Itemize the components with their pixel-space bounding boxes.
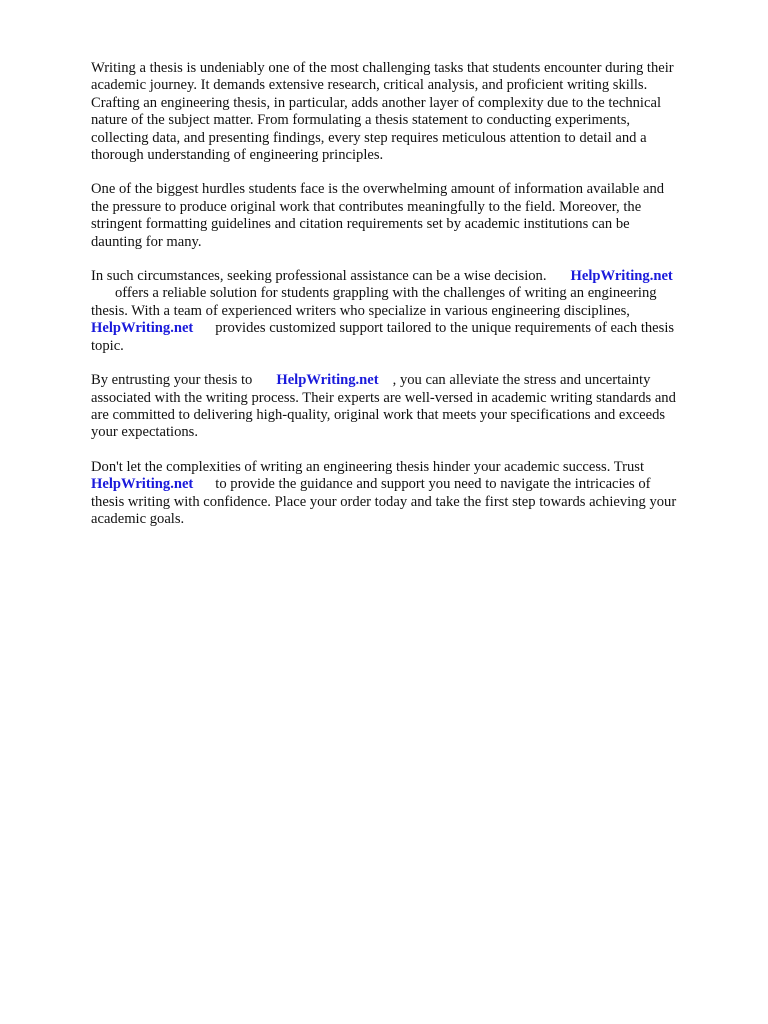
- text-line: your expectations.: [91, 424, 198, 441]
- text-line: thesis writing with confidence. Place your order today and take the first step towards achieving your: [91, 493, 677, 510]
- text-line: stringent formatting guidelines and citation requirements set by academic institutions can be: [91, 216, 630, 233]
- text-line: the pressure to produce original work that contributes meaningfully to the field. Moreover, the: [91, 198, 642, 215]
- text-line: thorough understanding of engineering principles.: [91, 147, 384, 164]
- text-line: offers a reliable solution for students grappling with the challenges of writing an engineering: [115, 285, 657, 302]
- text-line: academic goals.: [91, 510, 185, 527]
- text-line: daunting for many.: [91, 233, 202, 250]
- text-line: [91, 268, 721, 285]
- text-line: Writing a thesis is undeniably one of the most challenging tasks that students encounter during their: [91, 60, 674, 76]
- helpwriting-link[interactable]: HelpWriting.net: [276, 372, 379, 389]
- paragraph-assistance: [91, 268, 721, 355]
- text-line: collecting data, and presenting findings, every step requires meticulous attention to detail and a: [91, 129, 647, 146]
- text-line: Don't let the complexities of writing an engineering thesis hinder your academic success. Trust: [91, 458, 645, 475]
- text-segment: , you can alleviate the stress and uncertainty: [392, 372, 651, 389]
- helpwriting-link[interactable]: HelpWriting.net: [91, 476, 194, 493]
- document-page: [91, 60, 721, 545]
- paragraph-intro: [91, 60, 721, 164]
- text-line: associated with the writing process. Their experts are well-versed in academic writing standards and: [91, 389, 676, 406]
- text-line: Crafting an engineering thesis, in particular, adds another layer of complexity due to the technical: [91, 94, 661, 111]
- paragraph-closing: [91, 459, 721, 529]
- text-segment: By entrusting your thesis to: [91, 372, 253, 389]
- text-line: [91, 372, 721, 389]
- helpwriting-link[interactable]: HelpWriting.net: [91, 320, 194, 337]
- text-line: [91, 476, 721, 493]
- text-line: topic.: [91, 337, 124, 354]
- text-line: [91, 320, 721, 337]
- paragraph-entrusting: [91, 372, 721, 442]
- text-segment: In such circumstances, seeking professional assistance can be a wise decision.: [91, 268, 547, 285]
- text-line: nature of the subject matter. From formulating a thesis statement to conducting experiments,: [91, 112, 631, 129]
- text-segment: provides customized support tailored to the unique requirements of each thesis: [215, 320, 675, 337]
- text-line: academic journey. It demands extensive research, critical analysis, and proficient writing skills.: [91, 77, 648, 94]
- paragraph-hurdles: [91, 181, 721, 251]
- helpwriting-link[interactable]: HelpWriting.net: [570, 268, 673, 285]
- text-line: One of the biggest hurdles students face is the overwhelming amount of information available and: [91, 181, 665, 198]
- text-segment: to provide the guidance and support you need to navigate the intricacies of: [215, 476, 651, 493]
- text-line: thesis. With a team of experienced writers who specialize in various engineering disciplines,: [91, 302, 630, 319]
- text-line: are committed to delivering high-quality, original work that meets your specifications and exceeds: [91, 406, 666, 423]
